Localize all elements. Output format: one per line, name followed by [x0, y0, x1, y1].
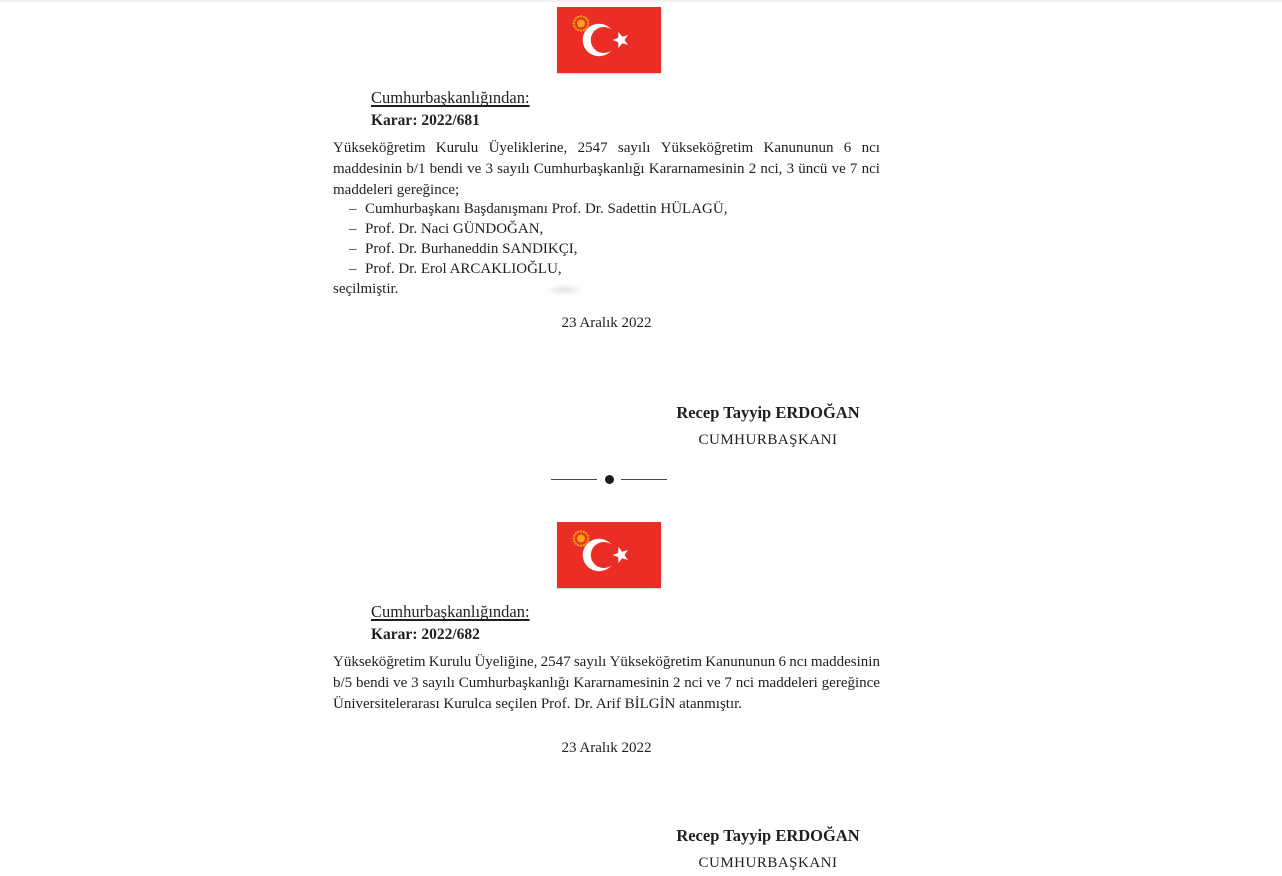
list-dash: – [349, 261, 357, 277]
divider-dot [605, 475, 614, 484]
agency-heading: Cumhurbaşkanlığından: [371, 88, 530, 107]
appointee-name: Prof. Dr. Burhaneddin SANDIKÇI, [365, 241, 578, 257]
decree-body-line: Üniversitelerarası Kurulca seçilen Prof. Dr. Arif BİLGİN atanmıştır. [333, 696, 743, 712]
agency-heading: Cumhurbaşkanlığından: [371, 602, 530, 621]
signature-name: Recep Tayyip ERDOĞAN [676, 826, 860, 845]
decision-number: Karar: 2022/682 [371, 626, 480, 643]
list-dash: – [349, 241, 357, 257]
divider-line [621, 479, 667, 481]
turkish-presidential-flag [557, 7, 661, 73]
list-dash: – [349, 201, 357, 217]
decree-body-line: maddeleri gereğince; [333, 182, 460, 198]
appointee-list-item [349, 220, 543, 239]
decree-body-line: Yükseköğretim Kurulu Üyeliğine, 2547 sayılı Yükseköğretim Kanununun 6 ncı maddesinin [333, 654, 880, 670]
decree-date: 23 Aralık 2022 [561, 315, 652, 331]
signature-block [650, 826, 886, 872]
signature-title: CUMHURBAŞKANI [698, 854, 838, 871]
signature-block [650, 403, 886, 449]
decision-number: Karar: 2022/681 [371, 112, 480, 129]
list-dash: – [349, 221, 357, 237]
appointee-name: Prof. Dr. Erol ARCAKLIOĞLU, [365, 261, 562, 277]
decree-body-line: b/5 bendi ve 3 sayılı Cumhurbaşkanlığı Kararnamesinin 2 nci ve 7 nci maddeleri gereğince [333, 675, 880, 691]
appointee-name: Prof. Dr. Naci GÜNDOĞAN, [365, 221, 544, 237]
turkish-presidential-flag [557, 522, 661, 588]
decree-closing: seçilmiştir. [333, 281, 399, 297]
decree-body-line: Yükseköğretim Kurulu Üyeliklerine, 2547 sayılı Yükseköğretim Kanununun 6 ncı [333, 140, 880, 156]
decree-body-line: maddesinin b/1 bendi ve 3 sayılı Cumhurbaşkanlığı Kararnamesinin 2 nci, 3 üncü ve 7 nci [333, 161, 880, 177]
appointee-name: Cumhurbaşkanı Başdanışmanı Prof. Dr. Sadettin HÜLAGÜ, [365, 201, 728, 217]
appointee-list-item [349, 240, 577, 259]
appointee-list-item [349, 260, 562, 279]
signature-name: Recep Tayyip ERDOĞAN [676, 403, 860, 422]
turkish-flag-icon [557, 7, 661, 73]
scan-artifact [545, 284, 585, 296]
decree-date: 23 Aralık 2022 [561, 740, 652, 756]
page-top-edge [0, 0, 1282, 2]
signature-title: CUMHURBAŞKANI [698, 431, 838, 448]
appointee-list-item [349, 200, 727, 219]
turkish-flag-icon [557, 522, 661, 588]
section-divider [551, 475, 667, 484]
divider-line [551, 479, 597, 481]
